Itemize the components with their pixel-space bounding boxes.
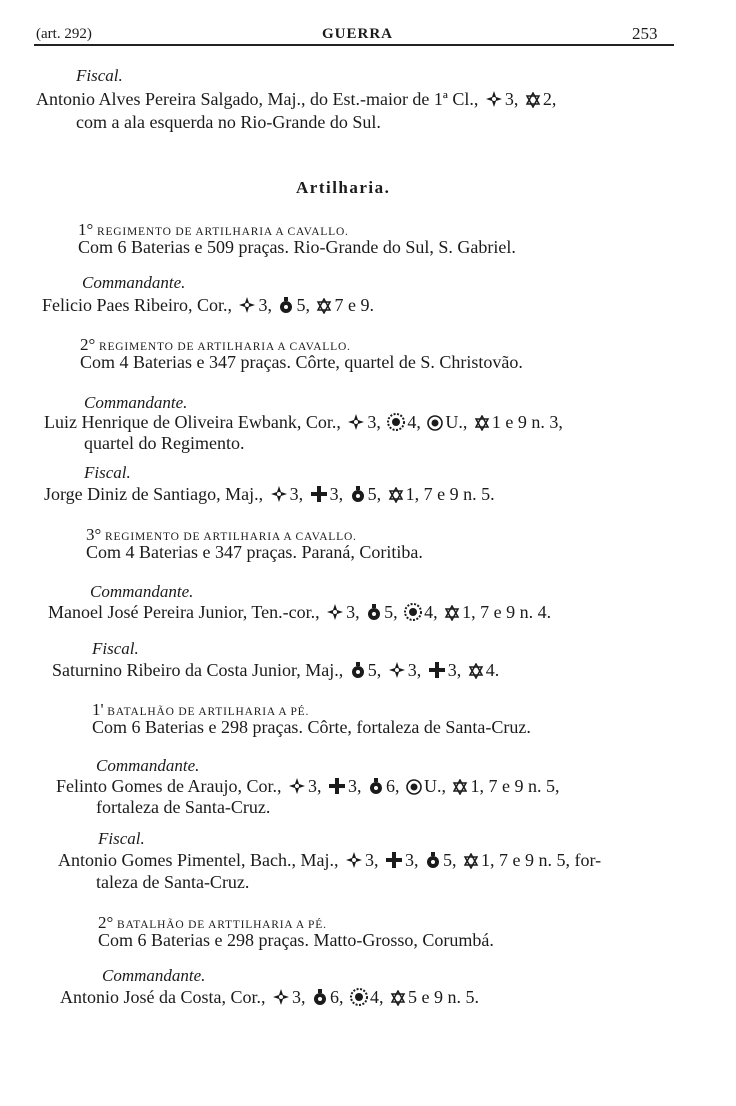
unit-info: Com 6 Baterias e 298 praças. Matto-Grosso, Corumbá. xyxy=(98,930,494,950)
order-value: 3, xyxy=(367,412,381,432)
commander-name: Antonio José da Costa, Cor., xyxy=(60,987,266,1007)
order-value: 1 e 9 n. 3, xyxy=(491,412,563,432)
order-value: 4. xyxy=(485,660,500,680)
commander-name: Manoel José Pereira Junior, Ten.-cor., xyxy=(48,602,320,622)
header-rule xyxy=(34,44,674,46)
order-value: 3, xyxy=(347,776,362,796)
order-value: 1, 7 e 9 n. 5, for- xyxy=(480,850,602,870)
medal-icon xyxy=(366,603,382,626)
star-order-icon xyxy=(444,605,460,626)
order-value: 3, xyxy=(307,776,322,796)
commander-heading: Commandante. xyxy=(90,582,194,601)
order-value: 4, xyxy=(370,987,384,1007)
unit-info: Com 4 Baterias e 347 praças. Côrte, quartel de S. Christovão. xyxy=(80,352,523,372)
fiscal-posting: taleza de Santa-Cruz. xyxy=(96,872,250,892)
cross-order-icon xyxy=(288,777,306,800)
maltese-cross-icon xyxy=(428,661,446,684)
maltese-cross-icon xyxy=(310,485,328,508)
cross-order-icon xyxy=(388,661,406,684)
order-value: 3, xyxy=(364,850,379,870)
order-value: 5, xyxy=(367,660,382,680)
unit-number: 1° xyxy=(78,220,94,239)
order-value: 3, xyxy=(289,484,304,504)
maltese-cross-icon xyxy=(385,851,403,874)
commander-name: Felicio Paes Ribeiro, Cor., xyxy=(42,295,232,315)
unit-info: Com 4 Baterias e 347 praças. Paraná, Coritiba. xyxy=(86,542,423,562)
commander-heading: Commandante. xyxy=(82,273,186,292)
order-value: 4, xyxy=(407,412,421,432)
star-order-icon xyxy=(463,853,479,874)
order-value: 3, xyxy=(292,987,306,1007)
order-value: 3, xyxy=(407,660,422,680)
cross-order-icon xyxy=(326,603,344,626)
commander-heading: Commandante. xyxy=(84,393,188,412)
commander-name: Luiz Henrique de Oliveira Ewbank, Cor., xyxy=(44,412,341,432)
commander-heading: Commandante. xyxy=(102,966,206,985)
star-order-icon xyxy=(474,415,490,436)
medal-icon xyxy=(312,988,328,1011)
fiscal-name: Antonio Gomes Pimentel, Bach., Maj., xyxy=(58,850,339,870)
unit-info: Com 6 Baterias e 509 praças. Rio-Grande do Sul, S. Gabriel. xyxy=(78,237,516,257)
unit-title: REGIMENTO DE ARTILHARIA A CAVALLO. xyxy=(99,341,351,353)
ring-medal-icon xyxy=(406,779,422,800)
unit-title: REGIMENTO DE ARTILHARIA A CAVALLO. xyxy=(97,226,349,238)
rosette-icon xyxy=(387,413,405,436)
fiscal-entry xyxy=(44,484,495,508)
medal-icon xyxy=(368,777,384,800)
unit-number: 2° xyxy=(98,913,114,932)
fiscal-name: Jorge Diniz de Santiago, Maj., xyxy=(44,484,264,504)
fiscal-heading: Fiscal. xyxy=(98,829,145,848)
fiscal-heading: Fiscal. xyxy=(84,463,131,482)
commander-entry xyxy=(48,602,551,626)
star-order-icon xyxy=(468,663,484,684)
medal-icon xyxy=(425,851,441,874)
order-value: U., xyxy=(445,412,468,432)
star-order-icon xyxy=(525,92,541,113)
star-order-icon xyxy=(316,298,332,319)
commander-posting: quartel do Regimento. xyxy=(84,433,245,453)
order-value: 4, xyxy=(424,602,438,622)
order-value: 3, xyxy=(258,295,272,315)
fiscal-name: Antonio Alves Pereira Salgado, Maj., do Est.-maior de 1ª Cl., xyxy=(36,89,479,109)
unit-title: REGIMENTO DE ARTILHARIA A CAVALLO. xyxy=(105,531,357,543)
rosette-icon xyxy=(350,988,368,1011)
commander-name: Felinto Gomes de Araujo, Cor., xyxy=(56,776,282,796)
unit-number: 3° xyxy=(86,525,102,544)
commander-entry xyxy=(42,295,374,319)
order-value: 1, 7 e 9 n. 4. xyxy=(462,602,552,622)
section-title: Artilharia. xyxy=(296,178,391,197)
medal-icon xyxy=(350,661,366,684)
order-value: 5 e 9 n. 5. xyxy=(408,987,479,1007)
fiscal-entry xyxy=(52,660,499,684)
cross-order-icon xyxy=(270,485,288,508)
ring-medal-icon xyxy=(427,415,443,436)
star-order-icon xyxy=(390,990,406,1011)
unit-title: BATALHÃO DE ARTILHARIA A PÉ. xyxy=(107,706,310,718)
order-value: 5, xyxy=(442,850,457,870)
running-head-title: GUERRA xyxy=(322,26,394,42)
unit-info: Com 6 Baterias e 298 praças. Côrte, fortaleza de Santa-Cruz. xyxy=(92,717,531,737)
page-number: 253 xyxy=(632,24,658,43)
commander-posting: fortaleza de Santa-Cruz. xyxy=(96,797,271,817)
unit-number: 2° xyxy=(80,335,96,354)
fiscal-order-cross-number: 3, xyxy=(504,89,519,109)
order-value: 6, xyxy=(330,987,344,1007)
unit-number: 1' xyxy=(92,700,104,719)
order-value: 5, xyxy=(384,602,398,622)
order-value: U., xyxy=(423,776,446,796)
cross-order-icon xyxy=(485,90,503,113)
fiscal-name: Saturnino Ribeiro da Costa Junior, Maj., xyxy=(52,660,344,680)
star-order-icon xyxy=(452,779,468,800)
cross-order-icon xyxy=(345,851,363,874)
fiscal-posting: com a ala esquerda no Rio-Grande do Sul. xyxy=(76,112,381,132)
order-value: 5, xyxy=(296,295,310,315)
order-value: 1, 7 e 9 n. 5, xyxy=(470,776,560,796)
order-value: 3, xyxy=(329,484,344,504)
fiscal-entry xyxy=(36,89,556,113)
rosette-icon xyxy=(404,603,422,626)
medal-icon xyxy=(278,296,294,319)
commander-heading: Commandante. xyxy=(96,756,200,775)
order-value: 5, xyxy=(367,484,382,504)
order-value: 6, xyxy=(385,776,400,796)
fiscal-heading: Fiscal. xyxy=(76,66,123,85)
cross-order-icon xyxy=(272,988,290,1011)
order-value: 3, xyxy=(346,602,360,622)
order-value: 3, xyxy=(404,850,419,870)
order-value: 3, xyxy=(447,660,462,680)
unit-title: BATALHÃO DE ARTTILHARIA A PÉ. xyxy=(117,919,327,931)
medal-icon xyxy=(350,485,366,508)
fiscal-heading: Fiscal. xyxy=(92,639,139,658)
commander-entry xyxy=(60,987,479,1011)
maltese-cross-icon xyxy=(328,777,346,800)
fiscal-entry xyxy=(58,850,601,874)
running-head-article: (art. 292) xyxy=(36,26,92,42)
cross-order-icon xyxy=(238,296,256,319)
fiscal-order-star-number: 2, xyxy=(542,89,557,109)
cross-order-icon xyxy=(347,413,365,436)
star-order-icon xyxy=(388,487,404,508)
order-value: 1, 7 e 9 n. 5. xyxy=(405,484,495,504)
order-value: 7 e 9. xyxy=(334,295,374,315)
